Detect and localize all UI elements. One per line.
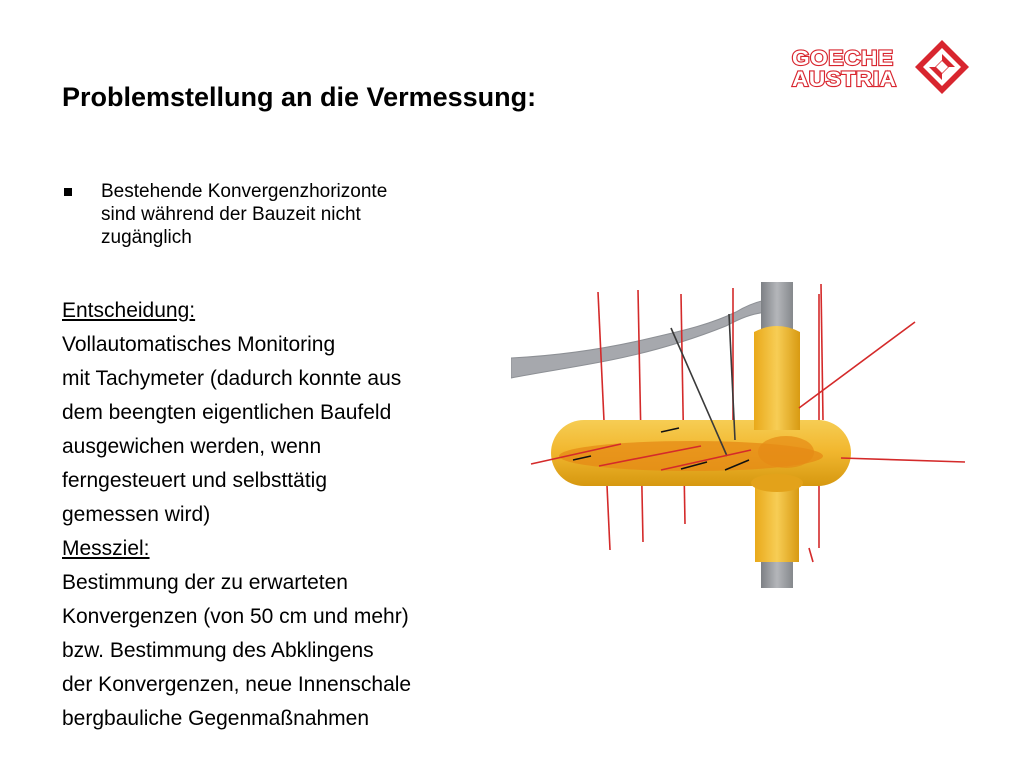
- goal-line: Konvergenzen (von 50 cm und mehr): [62, 605, 409, 628]
- decision-line: ausgewichen werden, wenn: [62, 435, 322, 458]
- tunnel-monitoring-illustration: [511, 280, 971, 592]
- body-text: [62, 294, 512, 736]
- decision-line: dem beengten eigentlichen Baufeld: [62, 401, 392, 424]
- bullet-text: [101, 180, 501, 249]
- cross-tunnel-upper: [754, 326, 800, 430]
- logo-diamond-icon: [913, 38, 971, 96]
- goal-line: Bestimmung der zu erwarteten: [62, 571, 348, 594]
- bullet-line: Bestehende Konvergenzhorizonte: [101, 181, 388, 202]
- bullet-line: sind während der Bauzeit nicht: [101, 204, 361, 225]
- goal-line: der Konvergenzen, neue Innenschale: [62, 673, 412, 696]
- decision-line: gemessen wird): [62, 503, 211, 526]
- logo-text-line2: AUSTRIA: [792, 68, 897, 91]
- bullet-line: zugänglich: [101, 227, 192, 248]
- goal-line: bzw. Bestimmung des Abklingens: [62, 639, 374, 662]
- square-bullet-icon: [64, 188, 72, 196]
- logo-text-line1: GOECHE: [792, 47, 894, 70]
- decision-line: Vollautomatisches Monitoring: [62, 333, 336, 356]
- decision-line: mit Tachymeter (dadurch konnte aus: [62, 367, 402, 390]
- goal-line: bergbauliche Gegenmaßnahmen: [62, 707, 370, 730]
- bullet-point: [62, 180, 502, 249]
- slide-title: Problemstellung an die Vermessung:: [62, 82, 537, 112]
- goal-heading: Messziel:: [62, 537, 150, 560]
- decision-heading: Entscheidung:: [62, 299, 196, 322]
- decision-line: ferngesteuert und selbsttätig: [62, 469, 328, 492]
- company-logo: [792, 38, 974, 96]
